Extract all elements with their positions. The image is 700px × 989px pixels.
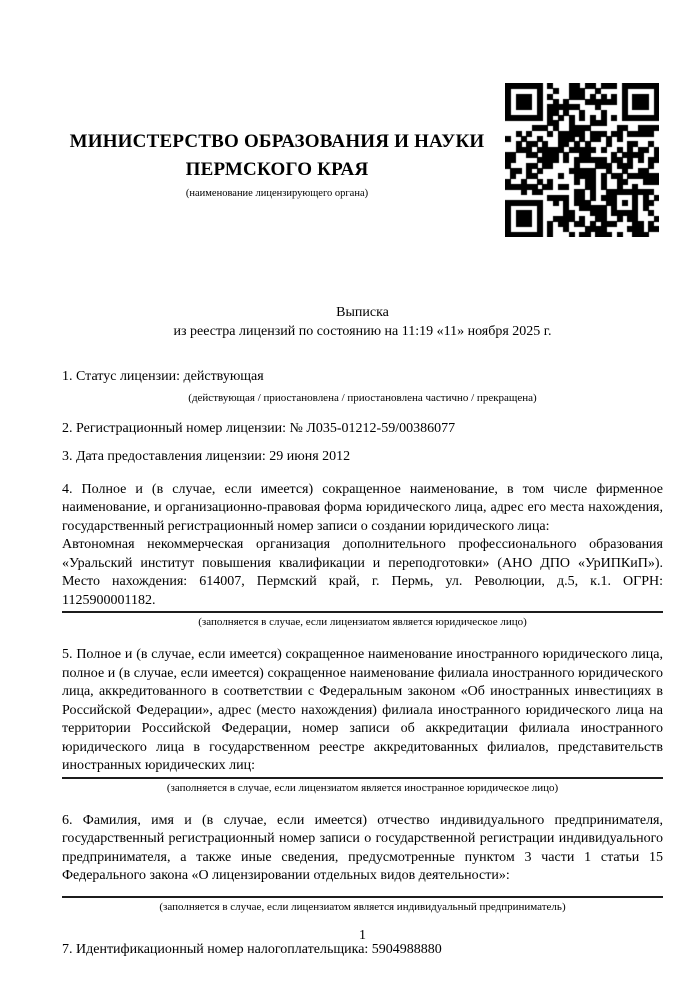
ministry-name-line1: МИНИСТЕРСТВО ОБРАЗОВАНИЯ И НАУКИ: [69, 131, 485, 152]
document-body: [62, 0, 663, 959]
item-2-registration-number: 2. Регистрационный номер лицензии: № Л035-01212-59/00386077: [62, 420, 456, 436]
item-4-caption: (заполняется в случае, если лицензиатом является юридическое лицо): [198, 616, 527, 628]
document-title-line1: Выписка: [336, 305, 389, 320]
item-1-caption: (действующая / приостановлена / приостановлена частично / прекращена): [188, 391, 537, 404]
item-6-entrepreneur-heading: 6. Фамилия, имя и (в случае, если имеется) отчество индивидуального предпринимателя, государственный регистрационный номер записи о государственной регистрации индивидуального предпринимателя, а также иные сведения, предусмотренные пунктом 3 части 1 статьи 15 Федерального закона «О лицензировании отдельных видов деятельности»:: [62, 812, 663, 883]
page-number: 1: [359, 928, 366, 943]
item-1-license-status: 1. Статус лицензии: действующая: [62, 369, 264, 384]
item-7-taxpayer-number: 7. Идентификационный номер налогоплательщика: 5904988880: [62, 941, 442, 957]
item-4-fill-line: [62, 611, 663, 613]
item-6-caption: (заполняется в случае, если лицензиатом является индивидуальный предприниматель): [159, 900, 566, 913]
ministry-name-line2: ПЕРМСКОГО КРАЯ: [185, 159, 369, 180]
licensing-authority-caption: (наименование лицензирующего органа): [185, 188, 369, 199]
item-3-license-grant-date: 3. Дата предоставления лицензии: 29 июня 2012: [62, 449, 351, 464]
item-4-legal-entity-heading: 4. Полное и (в случае, если имеется) сокращенное наименование, в том числе фирменное наименование, и организационно-правовая форма юридического лица, адрес его места нахождения, государственный регистрационный номер записи о создании юридического лица:: [62, 481, 663, 534]
document-title-line2: из реестра лицензий по состоянию на 11:19 «11» ноября 2025 г.: [173, 323, 552, 339]
document-title: [62, 304, 663, 341]
item-5-fill-line: [62, 777, 663, 779]
item-6-fill-line: [62, 896, 663, 898]
item-5-caption: (заполняется в случае, если лицензиатом является иностранное юридическое лицо): [166, 781, 559, 794]
item-5-foreign-entity-heading: 5. Полное и (в случае, если имеется) сокращенное наименование иностранного юридического лица, полное и (в случае, если имеется) сокращенное наименование филиала иностранного юридического лица, аккредитованного в соответствии с Федеральным законом «Об иностранных инвестициях в Российской Федерации», адрес (место нахождения) филиала иностранного юридического лица на территории Российской Федерации, номер записи об аккредитации филиала иностранного юридического лица в государственном реестре аккредитованных филиалов, представительств иностранных юридических лиц:: [62, 647, 663, 773]
item-4-legal-entity-value: Автономная некоммерческая организация дополнительного профессионального образования «Уральский институт повышения квалификации и переподготовки» (АНО ДПО «УрИПКиП»). Место нахождения: 614007, Пермский край, г. Пермь, ул. Революции, д.5, к.1. ОГРН: 1125900001182.: [62, 537, 663, 608]
